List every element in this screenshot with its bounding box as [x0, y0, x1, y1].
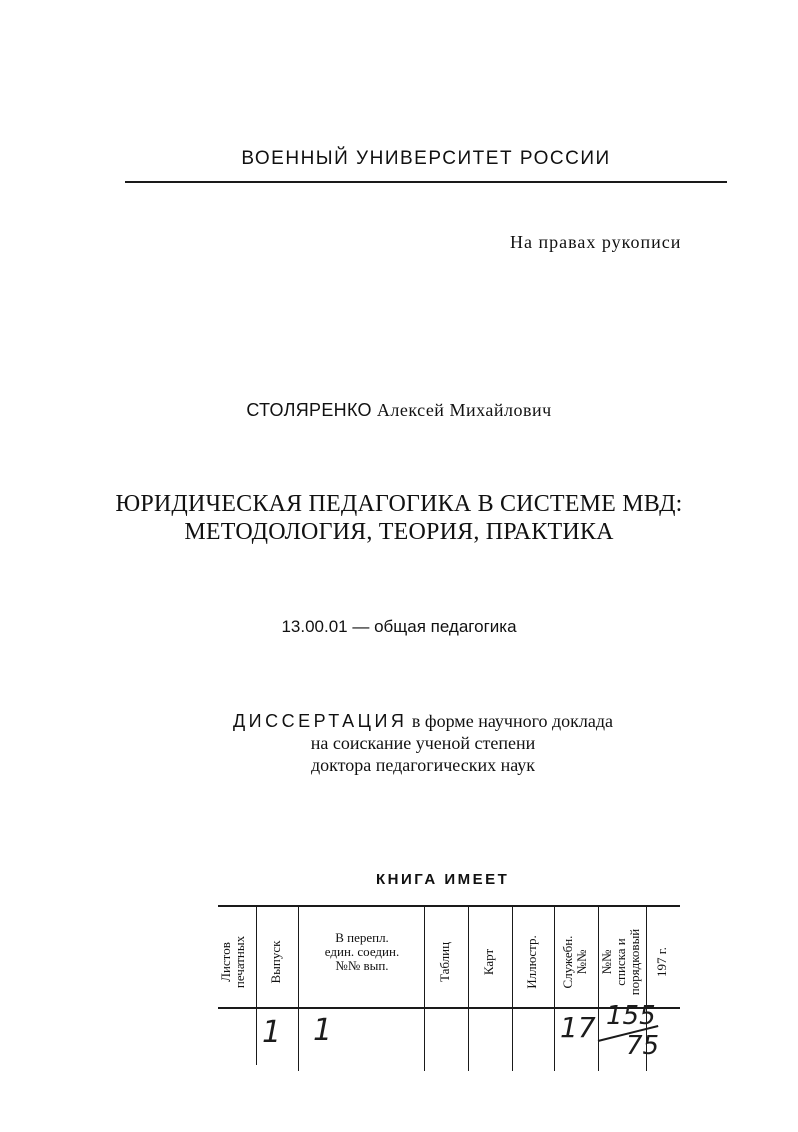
column-header-year: 197 г.: [654, 947, 669, 977]
handwritten-service-number: 17: [560, 1011, 596, 1044]
column-header-list-numbers: №№ списка и порядковый: [599, 928, 642, 996]
column-header-illustrations: Иллюстр.: [524, 935, 539, 989]
column-header-maps: Карт: [481, 948, 496, 976]
specialty-code: 13.00.01 — общая педагогика: [281, 617, 517, 636]
table-top-border: [218, 905, 680, 907]
title-line-2: МЕТОДОЛОГИЯ, ТЕОРИЯ, ПРАКТИКА: [184, 519, 614, 545]
dissertation-title: [0, 490, 798, 546]
column-header-issue: Выпуск: [268, 940, 283, 984]
degree-statement: [0, 710, 798, 776]
degree-line-3: доктора педагогических наук: [310, 755, 536, 775]
column-header-tables: Таблиц: [437, 941, 452, 983]
column-divider: [298, 905, 299, 1071]
column-header-sheets: Листов печатных: [218, 935, 247, 989]
column-divider: [512, 905, 513, 1071]
degree-line-1-rest: в форме научного доклада: [411, 711, 614, 731]
column-header-bound-units: В перепл. един. соедин. №№ вып.: [324, 930, 400, 973]
rights-notice: На правах рукописи: [510, 232, 682, 252]
handwritten-list-number: 155: [606, 1001, 656, 1031]
degree-word: ДИССЕРТАЦИЯ: [232, 711, 408, 731]
column-divider: [256, 905, 257, 1065]
column-divider: [598, 905, 599, 1071]
author-name: [0, 400, 798, 421]
book-stamp-table: [218, 903, 680, 1075]
institution-name: ВОЕННЫЙ УНИВЕРСИТЕТ РОССИИ: [241, 148, 611, 169]
handwritten-ordinal-number: 75: [626, 1031, 660, 1061]
title-line-1: ЮРИДИЧЕСКАЯ ПЕДАГОГИКА В СИСТЕМЕ МВД:: [115, 491, 683, 517]
handwritten-bound-units: 1: [313, 1013, 333, 1048]
column-divider: [554, 905, 555, 1071]
handwritten-issue: 1: [262, 1015, 282, 1050]
column-divider: [424, 905, 425, 1071]
book-stamp-heading: КНИГА ИМЕЕТ: [376, 871, 510, 888]
author-given-names: Алексей Михайлович: [376, 400, 552, 420]
degree-line-2: на соискание ученой степени: [310, 733, 536, 753]
header-rule: [125, 181, 727, 183]
column-divider: [468, 905, 469, 1071]
column-header-service-numbers: Служебн. №№: [560, 935, 589, 989]
degree-line-1: [0, 710, 798, 732]
author-surname: СТОЛЯРЕНКО: [246, 400, 372, 420]
